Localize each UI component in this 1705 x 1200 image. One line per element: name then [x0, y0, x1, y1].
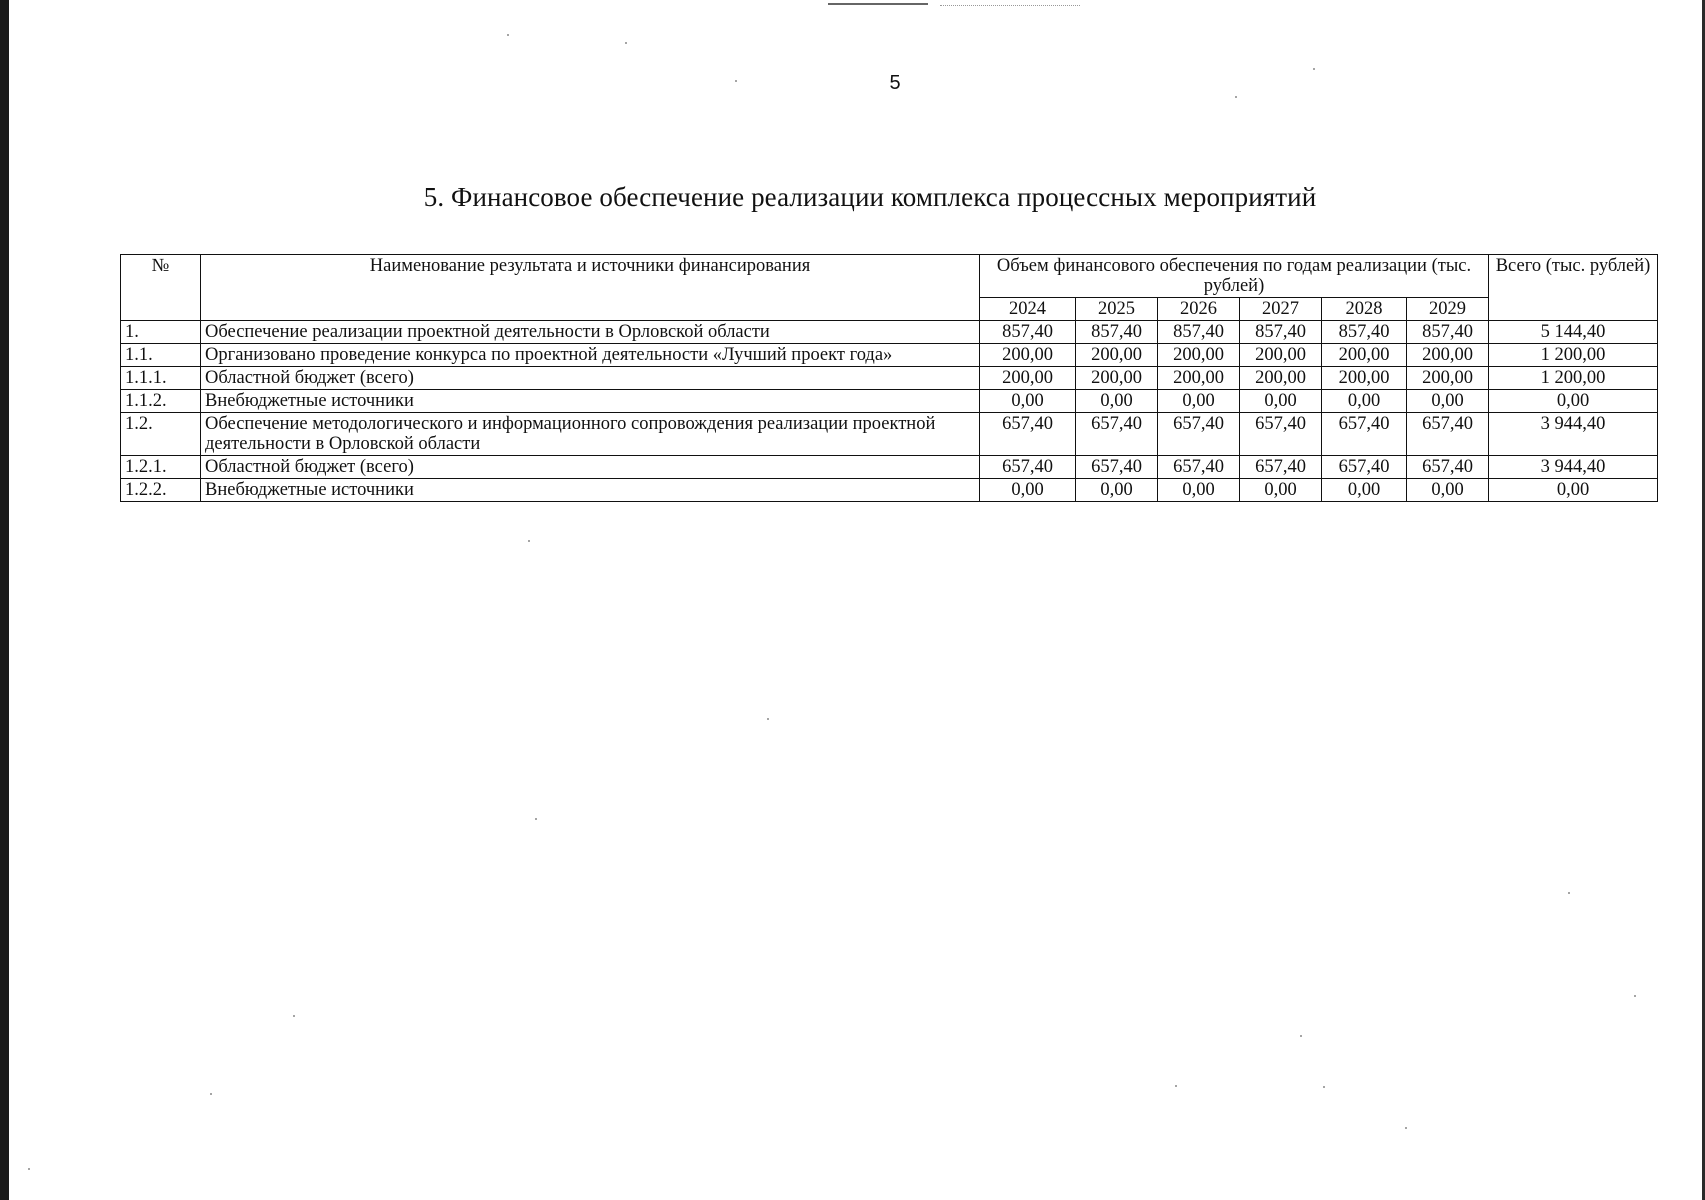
row-year-value: 657,40: [1076, 456, 1158, 479]
scan-top-mark: [828, 3, 928, 5]
row-name: Обеспечение методологического и информационного сопровождения реализации проектной деятельности в Орловской области: [201, 413, 980, 456]
scan-speck: [293, 1015, 295, 1017]
scan-speck: [735, 80, 737, 82]
row-total: 1 200,00: [1489, 344, 1658, 367]
row-year-value: 657,40: [1407, 413, 1489, 456]
row-year-value: 657,40: [1158, 456, 1240, 479]
row-year-value: 657,40: [980, 413, 1076, 456]
scan-speck: [625, 42, 627, 44]
header-year: 2024: [980, 298, 1076, 321]
header-year: 2025: [1076, 298, 1158, 321]
row-year-value: 200,00: [1240, 344, 1322, 367]
header-year: 2027: [1240, 298, 1322, 321]
scan-top-dotted-mark: [940, 5, 1080, 6]
table-row: [121, 413, 1658, 456]
row-year-value: 200,00: [1407, 344, 1489, 367]
scan-speck: [507, 34, 509, 36]
row-year-value: 200,00: [1322, 344, 1407, 367]
row-year-value: 657,40: [1322, 413, 1407, 456]
scan-speck: [1405, 1127, 1407, 1129]
row-number: 1.1.: [121, 344, 201, 367]
row-year-value: 657,40: [980, 456, 1076, 479]
row-year-value: 857,40: [1240, 321, 1322, 344]
row-name: Внебюджетные источники: [201, 479, 980, 502]
scan-speck: [1300, 1035, 1302, 1037]
row-year-value: 857,40: [1407, 321, 1489, 344]
row-year-value: 0,00: [1158, 479, 1240, 502]
scan-left-border: [0, 0, 9, 1200]
scan-speck: [1634, 995, 1636, 997]
header-total: Всего (тыс. рублей): [1489, 255, 1658, 321]
row-number: 1.1.2.: [121, 390, 201, 413]
row-name: Областной бюджет (всего): [201, 367, 980, 390]
row-year-value: 0,00: [1322, 390, 1407, 413]
row-year-value: 0,00: [1076, 479, 1158, 502]
financing-table: [120, 254, 1658, 502]
row-number: 1.2.: [121, 413, 201, 456]
row-name: Областной бюджет (всего): [201, 456, 980, 479]
row-year-value: 657,40: [1158, 413, 1240, 456]
row-year-value: 0,00: [1407, 479, 1489, 502]
row-year-value: 0,00: [980, 390, 1076, 413]
section-title: 5. Финансовое обеспечение реализации комплекса процессных мероприятий: [423, 182, 1317, 212]
row-year-value: 0,00: [1240, 390, 1322, 413]
row-total: 0,00: [1489, 390, 1658, 413]
row-year-value: 200,00: [1076, 367, 1158, 390]
row-year-value: 200,00: [1076, 344, 1158, 367]
header-volume: Объем финансового обеспечения по годам реализации (тыс. рублей): [980, 255, 1489, 298]
table-row: [121, 321, 1658, 344]
table-body: [121, 321, 1658, 502]
row-year-value: 0,00: [1407, 390, 1489, 413]
row-year-value: 857,40: [1322, 321, 1407, 344]
header-year: 2028: [1322, 298, 1407, 321]
row-year-value: 857,40: [1076, 321, 1158, 344]
scan-speck: [1323, 1086, 1325, 1088]
row-total: 3 944,40: [1489, 413, 1658, 456]
header-num: №: [121, 255, 201, 321]
header-name: Наименование результата и источники финансирования: [201, 255, 980, 321]
row-year-value: 200,00: [1407, 367, 1489, 390]
table-row: [121, 456, 1658, 479]
scan-speck: [767, 718, 769, 720]
row-year-value: 0,00: [980, 479, 1076, 502]
table-row: [121, 390, 1658, 413]
scan-speck: [1568, 892, 1570, 894]
row-total: 0,00: [1489, 479, 1658, 502]
row-year-value: 0,00: [1158, 390, 1240, 413]
row-total: 5 144,40: [1489, 321, 1658, 344]
scan-speck: [28, 1168, 30, 1170]
row-year-value: 0,00: [1076, 390, 1158, 413]
row-name: Обеспечение реализации проектной деятельности в Орловской области: [201, 321, 980, 344]
row-year-value: 200,00: [1158, 367, 1240, 390]
row-year-value: 200,00: [1240, 367, 1322, 390]
table-row: [121, 344, 1658, 367]
row-year-value: 200,00: [980, 344, 1076, 367]
row-total: 3 944,40: [1489, 456, 1658, 479]
row-number: 1.2.1.: [121, 456, 201, 479]
row-number: 1.1.1.: [121, 367, 201, 390]
header-year: 2029: [1407, 298, 1489, 321]
row-name: Организовано проведение конкурса по проектной деятельности «Лучший проект года»: [201, 344, 980, 367]
scan-speck: [210, 1093, 212, 1095]
row-year-value: 200,00: [1158, 344, 1240, 367]
scan-speck: [1235, 96, 1237, 98]
page-number: 5: [889, 72, 901, 94]
scan-speck: [1175, 1085, 1177, 1087]
row-year-value: 657,40: [1240, 413, 1322, 456]
row-year-value: 857,40: [980, 321, 1076, 344]
row-year-value: 657,40: [1407, 456, 1489, 479]
scan-speck: [1313, 68, 1315, 70]
row-year-value: 200,00: [1322, 367, 1407, 390]
table-row: [121, 479, 1658, 502]
row-number: 1.: [121, 321, 201, 344]
row-total: 1 200,00: [1489, 367, 1658, 390]
row-year-value: 200,00: [980, 367, 1076, 390]
row-number: 1.2.2.: [121, 479, 201, 502]
row-year-value: 857,40: [1158, 321, 1240, 344]
row-year-value: 657,40: [1240, 456, 1322, 479]
scan-speck: [528, 540, 530, 542]
row-year-value: 657,40: [1322, 456, 1407, 479]
row-year-value: 0,00: [1240, 479, 1322, 502]
scan-speck: [535, 818, 537, 820]
table-row: [121, 367, 1658, 390]
row-name: Внебюджетные источники: [201, 390, 980, 413]
row-year-value: 0,00: [1322, 479, 1407, 502]
header-year: 2026: [1158, 298, 1240, 321]
row-year-value: 657,40: [1076, 413, 1158, 456]
